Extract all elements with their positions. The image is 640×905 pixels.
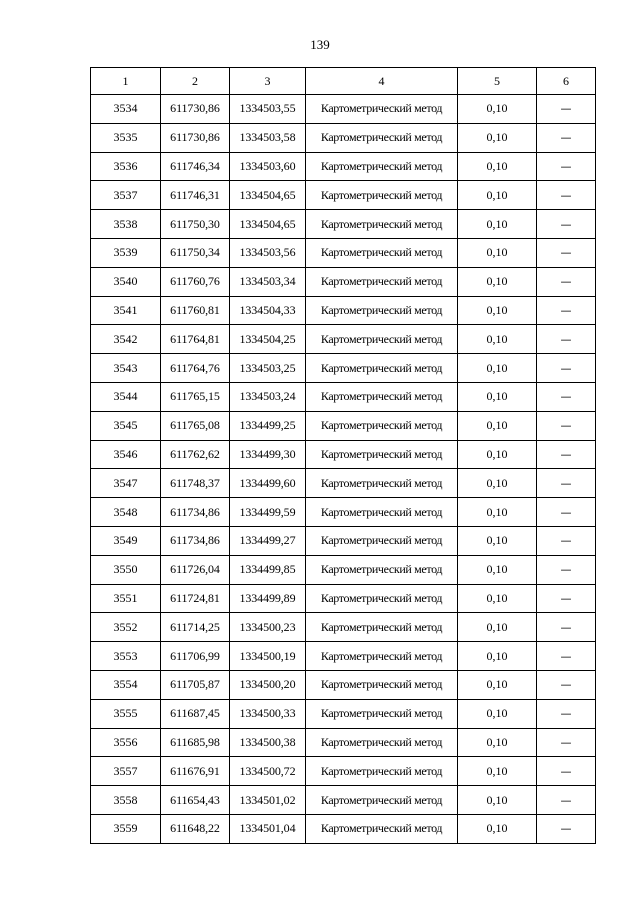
accuracy-cell: 0,10 xyxy=(458,728,537,757)
accuracy-cell: 0,10 xyxy=(458,267,537,296)
note-cell xyxy=(537,584,596,613)
point-number-cell: 3551 xyxy=(91,584,161,613)
note-cell xyxy=(537,296,596,325)
y-coordinate-cell: 1334504,33 xyxy=(230,296,306,325)
x-coordinate-cell: 611762,62 xyxy=(161,440,230,469)
accuracy-cell: 0,10 xyxy=(458,296,537,325)
dash-mark: — xyxy=(560,246,572,260)
table-row xyxy=(91,181,596,210)
y-coordinate-cell: 1334500,38 xyxy=(230,728,306,757)
x-coordinate-cell: 611760,76 xyxy=(161,267,230,296)
dash-mark: — xyxy=(560,505,572,519)
note-cell xyxy=(537,382,596,411)
column-header-3: 3 xyxy=(230,68,306,95)
note-cell xyxy=(537,95,596,124)
table-row xyxy=(91,238,596,267)
x-coordinate-cell: 611746,31 xyxy=(161,181,230,210)
y-coordinate-cell: 1334501,02 xyxy=(230,786,306,815)
x-coordinate-cell: 611760,81 xyxy=(161,296,230,325)
accuracy-cell: 0,10 xyxy=(458,152,537,181)
accuracy-cell: 0,10 xyxy=(458,123,537,152)
method-cell: Картометрический метод xyxy=(306,152,458,181)
column-header-2: 2 xyxy=(161,68,230,95)
note-cell xyxy=(537,699,596,728)
dash-mark: — xyxy=(560,534,572,548)
dash-mark: — xyxy=(560,361,572,375)
coordinates-table xyxy=(90,67,596,844)
method-cell: Картометрический метод xyxy=(306,555,458,584)
dash-mark: — xyxy=(560,822,572,836)
y-coordinate-cell: 1334503,56 xyxy=(230,238,306,267)
table-row xyxy=(91,699,596,728)
method-cell: Картометрический метод xyxy=(306,382,458,411)
method-cell: Картометрический метод xyxy=(306,411,458,440)
table-row xyxy=(91,498,596,527)
accuracy-cell: 0,10 xyxy=(458,95,537,124)
x-coordinate-cell: 611764,81 xyxy=(161,325,230,354)
y-coordinate-cell: 1334503,25 xyxy=(230,354,306,383)
method-cell: Картометрический метод xyxy=(306,728,458,757)
table-row xyxy=(91,555,596,584)
x-coordinate-cell: 611750,30 xyxy=(161,210,230,239)
table-row xyxy=(91,584,596,613)
dash-mark: — xyxy=(560,102,572,116)
point-number-cell: 3550 xyxy=(91,555,161,584)
x-coordinate-cell: 611764,76 xyxy=(161,354,230,383)
note-cell xyxy=(537,210,596,239)
method-cell: Картометрический метод xyxy=(306,210,458,239)
table-row xyxy=(91,411,596,440)
accuracy-cell: 0,10 xyxy=(458,411,537,440)
dash-mark: — xyxy=(560,131,572,145)
method-cell: Картометрический метод xyxy=(306,699,458,728)
table-row xyxy=(91,469,596,498)
accuracy-cell: 0,10 xyxy=(458,210,537,239)
accuracy-cell: 0,10 xyxy=(458,440,537,469)
method-cell: Картометрический метод xyxy=(306,526,458,555)
y-coordinate-cell: 1334499,60 xyxy=(230,469,306,498)
point-number-cell: 3543 xyxy=(91,354,161,383)
dash-mark: — xyxy=(560,764,572,778)
accuracy-cell: 0,10 xyxy=(458,757,537,786)
y-coordinate-cell: 1334500,33 xyxy=(230,699,306,728)
x-coordinate-cell: 611750,34 xyxy=(161,238,230,267)
y-coordinate-cell: 1334499,85 xyxy=(230,555,306,584)
x-coordinate-cell: 611726,04 xyxy=(161,555,230,584)
method-cell: Картометрический метод xyxy=(306,238,458,267)
accuracy-cell: 0,10 xyxy=(458,642,537,671)
method-cell: Картометрический метод xyxy=(306,584,458,613)
x-coordinate-cell: 611654,43 xyxy=(161,786,230,815)
y-coordinate-cell: 1334499,30 xyxy=(230,440,306,469)
point-number-cell: 3542 xyxy=(91,325,161,354)
note-cell xyxy=(537,152,596,181)
point-number-cell: 3546 xyxy=(91,440,161,469)
method-cell: Картометрический метод xyxy=(306,613,458,642)
method-cell: Картометрический метод xyxy=(306,354,458,383)
method-cell: Картометрический метод xyxy=(306,181,458,210)
point-number-cell: 3552 xyxy=(91,613,161,642)
column-header-1: 1 xyxy=(91,68,161,95)
accuracy-cell: 0,10 xyxy=(458,613,537,642)
accuracy-cell: 0,10 xyxy=(458,670,537,699)
note-cell xyxy=(537,642,596,671)
point-number-cell: 3541 xyxy=(91,296,161,325)
accuracy-cell: 0,10 xyxy=(458,786,537,815)
accuracy-cell: 0,10 xyxy=(458,555,537,584)
dash-mark: — xyxy=(560,390,572,404)
table-row xyxy=(91,382,596,411)
dash-mark: — xyxy=(560,678,572,692)
y-coordinate-cell: 1334499,25 xyxy=(230,411,306,440)
method-cell: Картометрический метод xyxy=(306,786,458,815)
y-coordinate-cell: 1334503,60 xyxy=(230,152,306,181)
note-cell xyxy=(537,526,596,555)
dash-mark: — xyxy=(560,707,572,721)
x-coordinate-cell: 611734,86 xyxy=(161,526,230,555)
note-cell xyxy=(537,498,596,527)
dash-mark: — xyxy=(560,188,572,202)
dash-mark: — xyxy=(560,649,572,663)
point-number-cell: 3559 xyxy=(91,814,161,843)
note-cell xyxy=(537,181,596,210)
point-number-cell: 3544 xyxy=(91,382,161,411)
dash-mark: — xyxy=(560,275,572,289)
note-cell xyxy=(537,325,596,354)
note-cell xyxy=(537,411,596,440)
dash-mark: — xyxy=(560,620,572,634)
y-coordinate-cell: 1334500,19 xyxy=(230,642,306,671)
y-coordinate-cell: 1334504,65 xyxy=(230,210,306,239)
dash-mark: — xyxy=(560,303,572,317)
dash-mark: — xyxy=(560,735,572,749)
accuracy-cell: 0,10 xyxy=(458,814,537,843)
point-number-cell: 3548 xyxy=(91,498,161,527)
page-number: 139 xyxy=(310,37,330,52)
x-coordinate-cell: 611746,34 xyxy=(161,152,230,181)
y-coordinate-cell: 1334504,65 xyxy=(230,181,306,210)
note-cell xyxy=(537,238,596,267)
accuracy-cell: 0,10 xyxy=(458,325,537,354)
note-cell xyxy=(537,469,596,498)
x-coordinate-cell: 611648,22 xyxy=(161,814,230,843)
column-header-4: 4 xyxy=(306,68,458,95)
dash-mark: — xyxy=(560,159,572,173)
table-row xyxy=(91,757,596,786)
method-cell: Картометрический метод xyxy=(306,814,458,843)
note-cell xyxy=(537,354,596,383)
point-number-cell: 3545 xyxy=(91,411,161,440)
note-cell xyxy=(537,267,596,296)
table-header-row xyxy=(91,68,596,95)
dash-mark: — xyxy=(560,217,572,231)
y-coordinate-cell: 1334503,55 xyxy=(230,95,306,124)
x-coordinate-cell: 611705,87 xyxy=(161,670,230,699)
method-cell: Картометрический метод xyxy=(306,123,458,152)
accuracy-cell: 0,10 xyxy=(458,498,537,527)
note-cell xyxy=(537,814,596,843)
dash-mark: — xyxy=(560,419,572,433)
x-coordinate-cell: 611765,15 xyxy=(161,382,230,411)
y-coordinate-cell: 1334499,27 xyxy=(230,526,306,555)
dash-mark: — xyxy=(560,476,572,490)
note-cell xyxy=(537,123,596,152)
table-row xyxy=(91,526,596,555)
point-number-cell: 3535 xyxy=(91,123,161,152)
method-cell: Картометрический метод xyxy=(306,325,458,354)
accuracy-cell: 0,10 xyxy=(458,584,537,613)
accuracy-cell: 0,10 xyxy=(458,469,537,498)
x-coordinate-cell: 611730,86 xyxy=(161,123,230,152)
dash-mark: — xyxy=(560,563,572,577)
point-number-cell: 3536 xyxy=(91,152,161,181)
table-row xyxy=(91,354,596,383)
dash-mark: — xyxy=(560,591,572,605)
x-coordinate-cell: 611730,86 xyxy=(161,95,230,124)
y-coordinate-cell: 1334501,04 xyxy=(230,814,306,843)
dash-mark: — xyxy=(560,793,572,807)
table-row xyxy=(91,670,596,699)
point-number-cell: 3556 xyxy=(91,728,161,757)
point-number-cell: 3557 xyxy=(91,757,161,786)
accuracy-cell: 0,10 xyxy=(458,238,537,267)
note-cell xyxy=(537,728,596,757)
table-row xyxy=(91,296,596,325)
table-row xyxy=(91,786,596,815)
table-row xyxy=(91,814,596,843)
method-cell: Картометрический метод xyxy=(306,296,458,325)
table-row xyxy=(91,728,596,757)
y-coordinate-cell: 1334500,72 xyxy=(230,757,306,786)
point-number-cell: 3537 xyxy=(91,181,161,210)
dash-mark: — xyxy=(560,332,572,346)
point-number-cell: 3540 xyxy=(91,267,161,296)
note-cell xyxy=(537,670,596,699)
column-header-6: 6 xyxy=(537,68,596,95)
point-number-cell: 3554 xyxy=(91,670,161,699)
accuracy-cell: 0,10 xyxy=(458,699,537,728)
y-coordinate-cell: 1334503,58 xyxy=(230,123,306,152)
y-coordinate-cell: 1334503,34 xyxy=(230,267,306,296)
accuracy-cell: 0,10 xyxy=(458,181,537,210)
point-number-cell: 3547 xyxy=(91,469,161,498)
method-cell: Картометрический метод xyxy=(306,498,458,527)
note-cell xyxy=(537,786,596,815)
point-number-cell: 3558 xyxy=(91,786,161,815)
y-coordinate-cell: 1334499,89 xyxy=(230,584,306,613)
x-coordinate-cell: 611706,99 xyxy=(161,642,230,671)
x-coordinate-cell: 611676,91 xyxy=(161,757,230,786)
method-cell: Картометрический метод xyxy=(306,469,458,498)
x-coordinate-cell: 611685,98 xyxy=(161,728,230,757)
table-row xyxy=(91,95,596,124)
point-number-cell: 3534 xyxy=(91,95,161,124)
method-cell: Картометрический метод xyxy=(306,670,458,699)
table-row xyxy=(91,642,596,671)
y-coordinate-cell: 1334503,24 xyxy=(230,382,306,411)
table-row xyxy=(91,210,596,239)
method-cell: Картометрический метод xyxy=(306,440,458,469)
point-number-cell: 3539 xyxy=(91,238,161,267)
accuracy-cell: 0,10 xyxy=(458,382,537,411)
point-number-cell: 3553 xyxy=(91,642,161,671)
note-cell xyxy=(537,440,596,469)
note-cell xyxy=(537,613,596,642)
column-header-5: 5 xyxy=(458,68,537,95)
method-cell: Картометрический метод xyxy=(306,95,458,124)
method-cell: Картометрический метод xyxy=(306,757,458,786)
y-coordinate-cell: 1334499,59 xyxy=(230,498,306,527)
x-coordinate-cell: 611714,25 xyxy=(161,613,230,642)
y-coordinate-cell: 1334504,25 xyxy=(230,325,306,354)
method-cell: Картометрический метод xyxy=(306,642,458,671)
table-row xyxy=(91,613,596,642)
x-coordinate-cell: 611765,08 xyxy=(161,411,230,440)
accuracy-cell: 0,10 xyxy=(458,354,537,383)
table-row xyxy=(91,267,596,296)
note-cell xyxy=(537,555,596,584)
table-row xyxy=(91,123,596,152)
x-coordinate-cell: 611724,81 xyxy=(161,584,230,613)
dash-mark: — xyxy=(560,447,572,461)
x-coordinate-cell: 611734,86 xyxy=(161,498,230,527)
note-cell xyxy=(537,757,596,786)
y-coordinate-cell: 1334500,23 xyxy=(230,613,306,642)
point-number-cell: 3549 xyxy=(91,526,161,555)
point-number-cell: 3555 xyxy=(91,699,161,728)
method-cell: Картометрический метод xyxy=(306,267,458,296)
table-row xyxy=(91,440,596,469)
x-coordinate-cell: 611748,37 xyxy=(161,469,230,498)
point-number-cell: 3538 xyxy=(91,210,161,239)
y-coordinate-cell: 1334500,20 xyxy=(230,670,306,699)
table-body xyxy=(91,95,596,844)
accuracy-cell: 0,10 xyxy=(458,526,537,555)
table-row xyxy=(91,325,596,354)
table-row xyxy=(91,152,596,181)
x-coordinate-cell: 611687,45 xyxy=(161,699,230,728)
